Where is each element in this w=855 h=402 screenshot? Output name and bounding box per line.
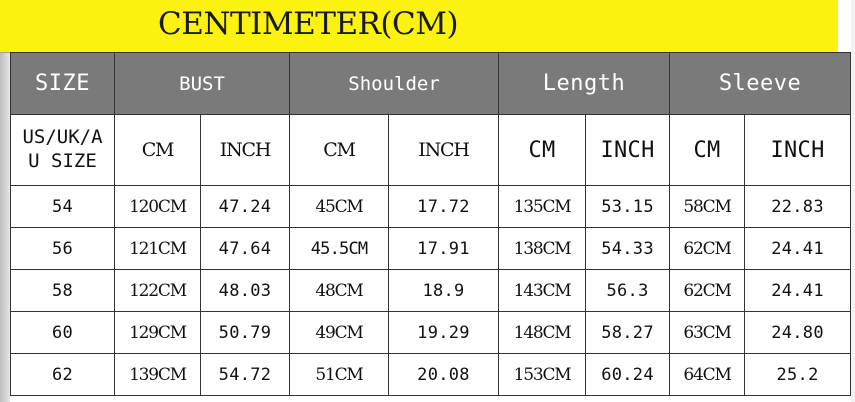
page-title: CENTIMETER(CM) <box>158 6 459 42</box>
header-shoulder: Shoulder <box>290 53 499 115</box>
unit-bust-inch: INCH <box>201 115 290 186</box>
unit-shoulder-cm: CM <box>290 115 389 186</box>
left-page-edge <box>0 52 10 402</box>
bust-cm-cell: 129CM <box>115 312 201 354</box>
table-row <box>11 270 851 312</box>
length-cm-cell: 143CM <box>499 270 586 312</box>
size-cell: 62 <box>11 354 115 396</box>
bust-inch-cell: 47.64 <box>201 228 290 270</box>
size-cell: 58 <box>11 270 115 312</box>
header-length: Length <box>499 53 670 115</box>
unit-bust-cm: CM <box>115 115 201 186</box>
table-row <box>11 312 851 354</box>
size-cell: 54 <box>11 186 115 228</box>
sleeve-cm-cell: 64CM <box>670 354 745 396</box>
length-cm-cell: 138CM <box>499 228 586 270</box>
sleeve-inch-cell: 24.41 <box>745 270 851 312</box>
size-cell: 56 <box>11 228 115 270</box>
header-size: SIZE <box>11 53 115 115</box>
shoulder-cm-cell: 45.5CM <box>290 228 389 270</box>
bust-cm-cell: 122CM <box>115 270 201 312</box>
size-chart-table <box>10 52 851 396</box>
unit-sleeve-inch: INCH <box>745 115 851 186</box>
shoulder-cm-cell: 45CM <box>290 186 389 228</box>
shoulder-cm-cell: 51CM <box>290 354 389 396</box>
title-banner <box>0 0 838 53</box>
unit-sleeve-cm: CM <box>670 115 745 186</box>
length-inch-cell: 56.3 <box>586 270 670 312</box>
shoulder-cm-cell: 48CM <box>290 270 389 312</box>
length-cm-cell: 135CM <box>499 186 586 228</box>
shoulder-inch-cell: 18.9 <box>389 270 499 312</box>
sleeve-cm-cell: 63CM <box>670 312 745 354</box>
right-page-edge <box>851 0 855 402</box>
bust-cm-cell: 139CM <box>115 354 201 396</box>
shoulder-inch-cell: 17.91 <box>389 228 499 270</box>
shoulder-cm-cell: 49CM <box>290 312 389 354</box>
bust-cm-cell: 121CM <box>115 228 201 270</box>
header-sleeve: Sleeve <box>670 53 851 115</box>
length-inch-cell: 58.27 <box>586 312 670 354</box>
shoulder-inch-cell: 17.72 <box>389 186 499 228</box>
size-label-line1: US/UK/A <box>22 126 103 149</box>
unit-length-cm: CM <box>499 115 586 186</box>
bust-inch-cell: 47.24 <box>201 186 290 228</box>
table-row <box>11 186 851 228</box>
header-bust: BUST <box>115 53 290 115</box>
sleeve-inch-cell: 24.80 <box>745 312 851 354</box>
bust-inch-cell: 48.03 <box>201 270 290 312</box>
sleeve-cm-cell: 62CM <box>670 270 745 312</box>
sleeve-inch-cell: 25.2 <box>745 354 851 396</box>
unit-row <box>11 115 851 186</box>
unit-length-inch: INCH <box>586 115 670 186</box>
unit-shoulder-inch: INCH <box>389 115 499 186</box>
shoulder-inch-cell: 19.29 <box>389 312 499 354</box>
size-cell: 60 <box>11 312 115 354</box>
table-row <box>11 354 851 396</box>
table-row <box>11 228 851 270</box>
sleeve-inch-cell: 22.83 <box>745 186 851 228</box>
size-label-line2: U SIZE <box>28 150 97 172</box>
length-cm-cell: 148CM <box>499 312 586 354</box>
bust-cm-cell: 120CM <box>115 186 201 228</box>
sleeve-cm-cell: 58CM <box>670 186 745 228</box>
length-cm-cell: 153CM <box>499 354 586 396</box>
length-inch-cell: 54.33 <box>586 228 670 270</box>
bust-inch-cell: 54.72 <box>201 354 290 396</box>
header-row <box>11 53 851 115</box>
length-inch-cell: 53.15 <box>586 186 670 228</box>
length-inch-cell: 60.24 <box>586 354 670 396</box>
size-label-cell <box>11 115 115 186</box>
bust-inch-cell: 50.79 <box>201 312 290 354</box>
sleeve-cm-cell: 62CM <box>670 228 745 270</box>
sleeve-inch-cell: 24.41 <box>745 228 851 270</box>
shoulder-inch-cell: 20.08 <box>389 354 499 396</box>
